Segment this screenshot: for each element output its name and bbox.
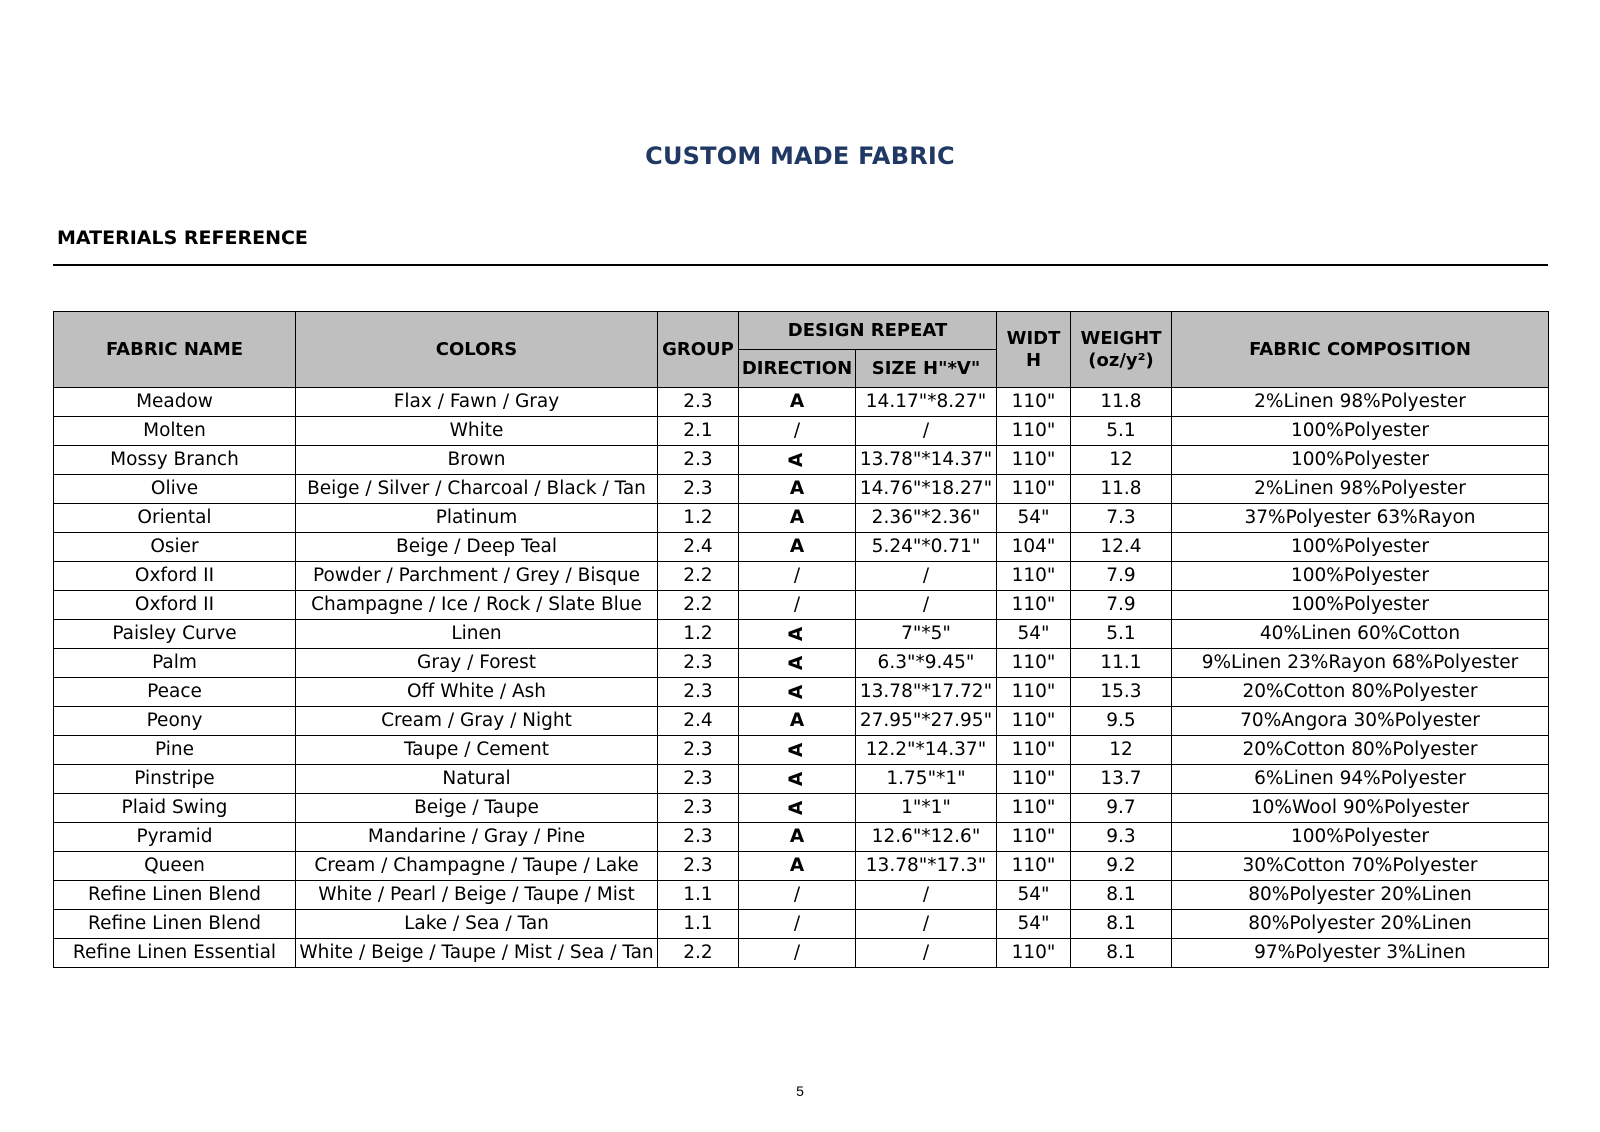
cell-group: 2.3 <box>658 475 739 504</box>
direction-upright-icon: A <box>789 391 805 412</box>
cell-colors: Off White / Ash <box>296 678 658 707</box>
cell-colors: Platinum <box>296 504 658 533</box>
cell-colors: Linen <box>296 620 658 649</box>
cell-width: 110" <box>997 446 1071 475</box>
header-size: SIZE H"*V" <box>856 350 997 388</box>
cell-size: 1.75"*1" <box>856 765 997 794</box>
cell-direction <box>739 446 856 475</box>
cell-fabric-name: Refine Linen Blend <box>54 910 296 939</box>
cell-width: 54" <box>997 910 1071 939</box>
cell-direction <box>739 591 856 620</box>
table-row <box>54 765 1549 794</box>
cell-fabric-name: Oxford II <box>54 562 296 591</box>
header-group: GROUP <box>658 312 739 388</box>
direction-upright-icon: A <box>789 855 805 876</box>
cell-width: 110" <box>997 852 1071 881</box>
cell-composition: 10%Wool 90%Polyester <box>1172 794 1549 823</box>
table-row <box>54 823 1549 852</box>
cell-width: 54" <box>997 504 1071 533</box>
table-body <box>54 388 1549 968</box>
cell-fabric-name: Meadow <box>54 388 296 417</box>
direction-railroaded-icon: A <box>785 771 807 787</box>
cell-direction <box>739 620 856 649</box>
cell-composition: 37%Polyester 63%Rayon <box>1172 504 1549 533</box>
cell-width: 110" <box>997 736 1071 765</box>
cell-width: 110" <box>997 678 1071 707</box>
cell-width: 54" <box>997 620 1071 649</box>
cell-colors: Cream / Champagne / Taupe / Lake <box>296 852 658 881</box>
cell-fabric-name: Queen <box>54 852 296 881</box>
cell-direction <box>739 881 856 910</box>
direction-upright-icon: A <box>789 826 805 847</box>
cell-weight: 15.3 <box>1071 678 1172 707</box>
cell-size: 27.95"*27.95" <box>856 707 997 736</box>
cell-size: / <box>856 591 997 620</box>
table-row <box>54 939 1549 968</box>
direction-upright-icon: A <box>789 710 805 731</box>
cell-size: 5.24"*0.71" <box>856 533 997 562</box>
cell-weight: 11.8 <box>1071 388 1172 417</box>
table-row <box>54 794 1549 823</box>
cell-composition: 100%Polyester <box>1172 562 1549 591</box>
cell-fabric-name: Plaid Swing <box>54 794 296 823</box>
cell-direction <box>739 533 856 562</box>
header-design-repeat: DESIGN REPEAT <box>739 312 997 350</box>
cell-weight: 9.5 <box>1071 707 1172 736</box>
cell-width: 110" <box>997 794 1071 823</box>
cell-width: 110" <box>997 475 1071 504</box>
direction-railroaded-icon: A <box>785 800 807 816</box>
cell-direction <box>739 794 856 823</box>
cell-fabric-name: Peace <box>54 678 296 707</box>
table-row <box>54 852 1549 881</box>
table-row <box>54 562 1549 591</box>
cell-size: 13.78"*17.3" <box>856 852 997 881</box>
cell-width: 110" <box>997 939 1071 968</box>
cell-weight: 5.1 <box>1071 417 1172 446</box>
cell-composition: 100%Polyester <box>1172 417 1549 446</box>
cell-composition: 2%Linen 98%Polyester <box>1172 475 1549 504</box>
cell-group: 2.1 <box>658 417 739 446</box>
cell-colors: White <box>296 417 658 446</box>
section-divider <box>53 264 1548 266</box>
direction-none: / <box>793 565 801 586</box>
section-heading: MATERIALS REFERENCE <box>57 227 308 249</box>
cell-group: 1.1 <box>658 910 739 939</box>
cell-group: 2.3 <box>658 852 739 881</box>
cell-size: 14.17"*8.27" <box>856 388 997 417</box>
cell-group: 2.3 <box>658 823 739 852</box>
cell-colors: Beige / Taupe <box>296 794 658 823</box>
header-composition: FABRIC COMPOSITION <box>1172 312 1549 388</box>
cell-size: 12.6"*12.6" <box>856 823 997 852</box>
cell-weight: 9.3 <box>1071 823 1172 852</box>
cell-size: / <box>856 939 997 968</box>
table-row <box>54 388 1549 417</box>
cell-weight: 12.4 <box>1071 533 1172 562</box>
table-row <box>54 736 1549 765</box>
cell-composition: 100%Polyester <box>1172 823 1549 852</box>
cell-size: 1"*1" <box>856 794 997 823</box>
cell-weight: 11.1 <box>1071 649 1172 678</box>
cell-size: 2.36"*2.36" <box>856 504 997 533</box>
cell-colors: Champagne / Ice / Rock / Slate Blue <box>296 591 658 620</box>
cell-colors: Beige / Silver / Charcoal / Black / Tan <box>296 475 658 504</box>
cell-colors: Powder / Parchment / Grey / Bisque <box>296 562 658 591</box>
cell-size: 14.76"*18.27" <box>856 475 997 504</box>
direction-upright-icon: A <box>789 507 805 528</box>
cell-group: 2.3 <box>658 388 739 417</box>
cell-colors: Natural <box>296 765 658 794</box>
cell-size: 13.78"*17.72" <box>856 678 997 707</box>
direction-railroaded-icon: A <box>785 655 807 671</box>
cell-composition: 80%Polyester 20%Linen <box>1172 910 1549 939</box>
cell-fabric-name: Pyramid <box>54 823 296 852</box>
cell-weight: 7.9 <box>1071 562 1172 591</box>
cell-composition: 100%Polyester <box>1172 446 1549 475</box>
cell-size: 6.3"*9.45" <box>856 649 997 678</box>
cell-direction <box>739 562 856 591</box>
cell-width: 110" <box>997 417 1071 446</box>
cell-composition: 100%Polyester <box>1172 533 1549 562</box>
cell-composition: 40%Linen 60%Cotton <box>1172 620 1549 649</box>
table-row <box>54 678 1549 707</box>
cell-group: 2.3 <box>658 446 739 475</box>
cell-direction <box>739 707 856 736</box>
direction-none: / <box>793 420 801 441</box>
cell-group: 2.3 <box>658 678 739 707</box>
cell-direction <box>739 388 856 417</box>
direction-railroaded-icon: A <box>785 452 807 468</box>
cell-size: / <box>856 910 997 939</box>
table-row <box>54 620 1549 649</box>
cell-weight: 7.3 <box>1071 504 1172 533</box>
cell-fabric-name: Paisley Curve <box>54 620 296 649</box>
cell-colors: Beige / Deep Teal <box>296 533 658 562</box>
cell-group: 2.2 <box>658 562 739 591</box>
cell-composition: 20%Cotton 80%Polyester <box>1172 736 1549 765</box>
direction-none: / <box>793 913 801 934</box>
cell-size: 7"*5" <box>856 620 997 649</box>
cell-size: 12.2"*14.37" <box>856 736 997 765</box>
direction-railroaded-icon: A <box>785 742 807 758</box>
cell-fabric-name: Oriental <box>54 504 296 533</box>
header-colors: COLORS <box>296 312 658 388</box>
cell-weight: 9.7 <box>1071 794 1172 823</box>
direction-upright-icon: A <box>789 536 805 557</box>
cell-width: 110" <box>997 562 1071 591</box>
cell-weight: 11.8 <box>1071 475 1172 504</box>
cell-colors: White / Pearl / Beige / Taupe / Mist <box>296 881 658 910</box>
cell-fabric-name: Mossy Branch <box>54 446 296 475</box>
cell-group: 1.1 <box>658 881 739 910</box>
cell-width: 110" <box>997 765 1071 794</box>
cell-size: / <box>856 562 997 591</box>
cell-group: 2.4 <box>658 707 739 736</box>
table-row <box>54 910 1549 939</box>
cell-weight: 12 <box>1071 446 1172 475</box>
table-row <box>54 533 1549 562</box>
cell-direction <box>739 939 856 968</box>
cell-direction <box>739 678 856 707</box>
cell-colors: Taupe / Cement <box>296 736 658 765</box>
cell-composition: 9%Linen 23%Rayon 68%Polyester <box>1172 649 1549 678</box>
cell-size: / <box>856 417 997 446</box>
cell-width: 110" <box>997 823 1071 852</box>
cell-direction <box>739 475 856 504</box>
cell-fabric-name: Peony <box>54 707 296 736</box>
cell-fabric-name: Oxford II <box>54 591 296 620</box>
cell-weight: 7.9 <box>1071 591 1172 620</box>
cell-composition: 2%Linen 98%Polyester <box>1172 388 1549 417</box>
cell-weight: 8.1 <box>1071 881 1172 910</box>
cell-width: 110" <box>997 388 1071 417</box>
cell-colors: Lake / Sea / Tan <box>296 910 658 939</box>
cell-direction <box>739 910 856 939</box>
cell-width: 104" <box>997 533 1071 562</box>
cell-weight: 13.7 <box>1071 765 1172 794</box>
cell-width: 54" <box>997 881 1071 910</box>
cell-direction <box>739 852 856 881</box>
cell-fabric-name: Pine <box>54 736 296 765</box>
cell-group: 1.2 <box>658 620 739 649</box>
cell-direction <box>739 504 856 533</box>
cell-direction <box>739 736 856 765</box>
cell-composition: 20%Cotton 80%Polyester <box>1172 678 1549 707</box>
cell-direction <box>739 765 856 794</box>
page-title: CUSTOM MADE FABRIC <box>645 142 955 170</box>
cell-weight: 5.1 <box>1071 620 1172 649</box>
cell-width: 110" <box>997 649 1071 678</box>
cell-size: 13.78"*14.37" <box>856 446 997 475</box>
cell-size: / <box>856 881 997 910</box>
header-width: WIDT H <box>997 312 1071 388</box>
cell-colors: Gray / Forest <box>296 649 658 678</box>
cell-colors: White / Beige / Taupe / Mist / Sea / Tan <box>296 939 658 968</box>
cell-width: 110" <box>997 707 1071 736</box>
cell-direction <box>739 823 856 852</box>
table-row <box>54 417 1549 446</box>
cell-group: 2.2 <box>658 939 739 968</box>
header-weight: WEIGHT (oz/y²) <box>1071 312 1172 388</box>
cell-direction <box>739 417 856 446</box>
cell-group: 2.3 <box>658 736 739 765</box>
cell-composition: 97%Polyester 3%Linen <box>1172 939 1549 968</box>
cell-composition: 80%Polyester 20%Linen <box>1172 881 1549 910</box>
direction-upright-icon: A <box>789 478 805 499</box>
cell-fabric-name: Olive <box>54 475 296 504</box>
cell-composition: 70%Angora 30%Polyester <box>1172 707 1549 736</box>
cell-fabric-name: Osier <box>54 533 296 562</box>
cell-group: 2.3 <box>658 794 739 823</box>
cell-colors: Cream / Gray / Night <box>296 707 658 736</box>
header-fabric-name: FABRIC NAME <box>54 312 296 388</box>
table-row <box>54 504 1549 533</box>
cell-weight: 9.2 <box>1071 852 1172 881</box>
cell-group: 2.3 <box>658 649 739 678</box>
direction-none: / <box>793 942 801 963</box>
table-row <box>54 446 1549 475</box>
header-direction: DIRECTION <box>739 350 856 388</box>
cell-fabric-name: Molten <box>54 417 296 446</box>
direction-railroaded-icon: A <box>785 684 807 700</box>
cell-composition: 100%Polyester <box>1172 591 1549 620</box>
cell-fabric-name: Pinstripe <box>54 765 296 794</box>
table-row <box>54 707 1549 736</box>
direction-none: / <box>793 884 801 905</box>
cell-fabric-name: Palm <box>54 649 296 678</box>
table-row <box>54 881 1549 910</box>
page-number: 5 <box>796 1083 804 1099</box>
table-row <box>54 649 1549 678</box>
cell-group: 2.3 <box>658 765 739 794</box>
direction-railroaded-icon: A <box>785 626 807 642</box>
cell-weight: 12 <box>1071 736 1172 765</box>
cell-composition: 30%Cotton 70%Polyester <box>1172 852 1549 881</box>
cell-fabric-name: Refine Linen Blend <box>54 881 296 910</box>
direction-none: / <box>793 594 801 615</box>
cell-weight: 8.1 <box>1071 910 1172 939</box>
cell-group: 1.2 <box>658 504 739 533</box>
cell-colors: Mandarine / Gray / Pine <box>296 823 658 852</box>
cell-group: 2.4 <box>658 533 739 562</box>
cell-colors: Flax / Fawn / Gray <box>296 388 658 417</box>
cell-fabric-name: Refine Linen Essential <box>54 939 296 968</box>
table-row <box>54 591 1549 620</box>
cell-composition: 6%Linen 94%Polyester <box>1172 765 1549 794</box>
table-row <box>54 475 1549 504</box>
cell-weight: 8.1 <box>1071 939 1172 968</box>
cell-group: 2.2 <box>658 591 739 620</box>
cell-direction <box>739 649 856 678</box>
materials-table <box>53 311 1549 968</box>
cell-colors: Brown <box>296 446 658 475</box>
cell-width: 110" <box>997 591 1071 620</box>
